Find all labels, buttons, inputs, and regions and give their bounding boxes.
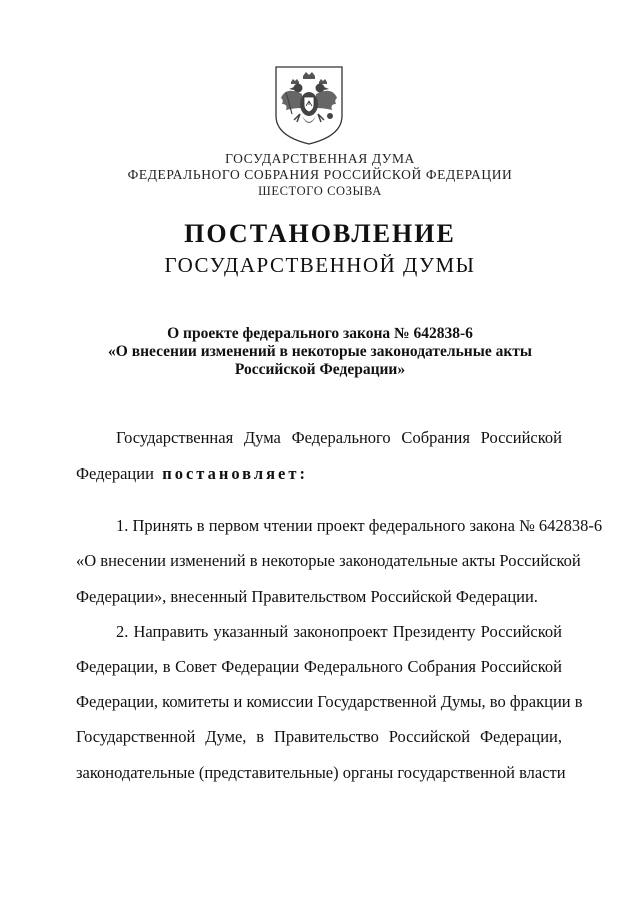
double-headed-eagle-icon bbox=[272, 64, 346, 146]
document-title: ПОСТАНОВЛЕНИЕ bbox=[184, 219, 456, 248]
header-line-convocation: ШЕСТОГО СОЗЫВА bbox=[258, 184, 382, 198]
preamble-line-2 bbox=[76, 464, 562, 484]
item1-line-2: «О внесении изменений в некоторые законодательные акты Российской bbox=[76, 551, 581, 570]
header-line-state-duma: ГОСУДАРСТВЕННАЯ ДУМА bbox=[225, 151, 415, 166]
subject-line-3: Российской Федерации» bbox=[234, 361, 406, 378]
coat-of-arms-emblem bbox=[272, 64, 346, 146]
preamble-resolves: постановляет: bbox=[162, 464, 308, 483]
item1-line-3: Федерации», внесенный Правительством Российской Федерации. bbox=[76, 587, 538, 606]
item2-line-3: Федерации, комитеты и комиссии Государственной Думы, во фракции в bbox=[76, 692, 583, 711]
item2-line-4: Государственной Думе, в Правительство Российской Федерации, bbox=[76, 727, 562, 746]
subject-line-2: «О внесении изменений в некоторые законодательные акты bbox=[108, 343, 532, 360]
item2-line-5: законодательные (представительные) органы государственной власти bbox=[76, 763, 566, 782]
subject-line-1: О проекте федерального закона № 642838-6 bbox=[167, 325, 473, 342]
preamble-text: Федерации bbox=[76, 464, 154, 483]
preamble-line-1: Государственная Дума Федерального Собрания Российской bbox=[116, 428, 562, 447]
item2-line-1: 2. Направить указанный законопроект Президенту Российской bbox=[116, 622, 562, 641]
header-line-federal-assembly: ФЕДЕРАЛЬНОГО СОБРАНИЯ РОССИЙСКОЙ ФЕДЕРАЦИИ bbox=[127, 167, 513, 182]
item2-line-2: Федерации, в Совет Федерации Федерального Собрания Российской bbox=[76, 657, 562, 676]
document-subtitle: ГОСУДАРСТВЕННОЙ ДУМЫ bbox=[164, 253, 476, 277]
item1-line-1: 1. Принять в первом чтении проект федерального закона № 642838-6 bbox=[116, 516, 603, 535]
